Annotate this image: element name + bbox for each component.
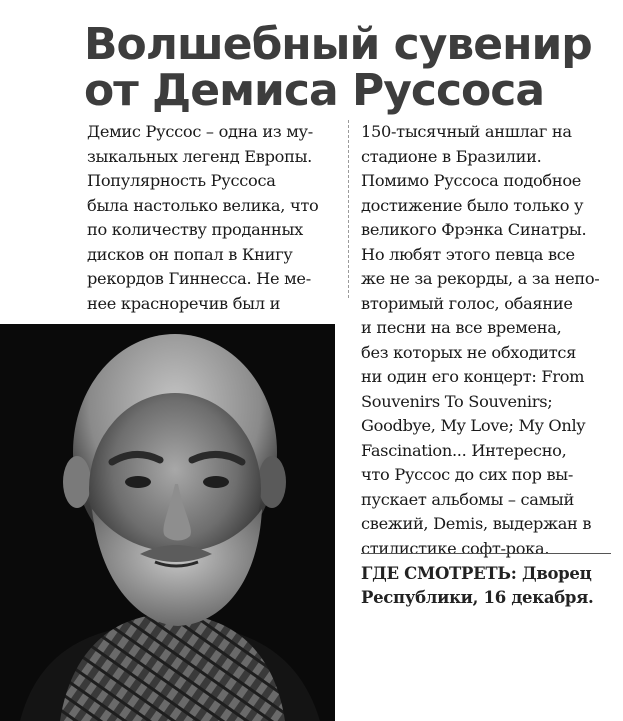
text-line: пускает альбомы – самый xyxy=(361,489,575,509)
text-line: великого Фрэнка Синатры. xyxy=(361,220,587,239)
text-line: Goodbye, My Love; My Only xyxy=(361,416,586,435)
text-line: что Руссос до сих пор вы- xyxy=(361,465,574,484)
text-line: Fascination... Интересно, xyxy=(361,440,567,460)
text-line: же не за рекорды, а за непо- xyxy=(361,269,600,288)
text-line: свежий, Demis, выдержан в xyxy=(361,514,592,533)
event-info xyxy=(361,562,615,610)
text-line: дисков он попал в Книгу xyxy=(87,244,293,264)
article-column-right xyxy=(361,120,614,561)
text-line: Помимо Руссоса подобное xyxy=(361,171,582,190)
text-line: стилистике софт-рока. xyxy=(361,538,550,558)
text-line: стадионе в Бразилии. xyxy=(361,146,542,166)
title-line-2: от Демиса Руссоса xyxy=(84,65,545,116)
text-line: была настолько велика, что xyxy=(87,195,319,215)
portrait-illustration xyxy=(0,324,335,721)
article-title xyxy=(84,19,614,116)
text-line: Популярность Руссоса xyxy=(87,171,276,190)
text-line: зыкальных легенд Европы. xyxy=(87,146,313,166)
text-line: Демис Руссос – одна из му- xyxy=(87,122,313,141)
text-line: Souvenirs To Souvenirs; xyxy=(361,391,553,411)
info-divider xyxy=(361,553,611,554)
event-info-line-2: Республики, 16 декабря. xyxy=(361,588,594,607)
text-line: Но любят этого певца все xyxy=(361,244,575,264)
title-line-1: Волшебный сувенир xyxy=(84,19,592,70)
text-line: по количеству проданных xyxy=(87,220,303,239)
event-info-line-1: ГДЕ СМОТРЕТЬ: Дворец xyxy=(361,564,592,583)
text-line: достижение было только у xyxy=(361,195,584,215)
text-line: и песни на все времена, xyxy=(361,318,562,337)
text-line: вторимый голос, обаяние xyxy=(361,293,573,313)
text-line: ни один его концерт: From xyxy=(361,367,585,386)
article-column-left xyxy=(87,120,333,320)
column-divider xyxy=(348,120,349,298)
portrait-photo xyxy=(0,324,335,721)
text-line: 150-тысячный аншлаг на xyxy=(361,122,572,141)
text-line: рекордов Гиннесса. Не ме- xyxy=(87,269,311,288)
text-line: без которых не обходится xyxy=(361,342,577,362)
text-line: нее красноречив был и xyxy=(87,293,281,313)
